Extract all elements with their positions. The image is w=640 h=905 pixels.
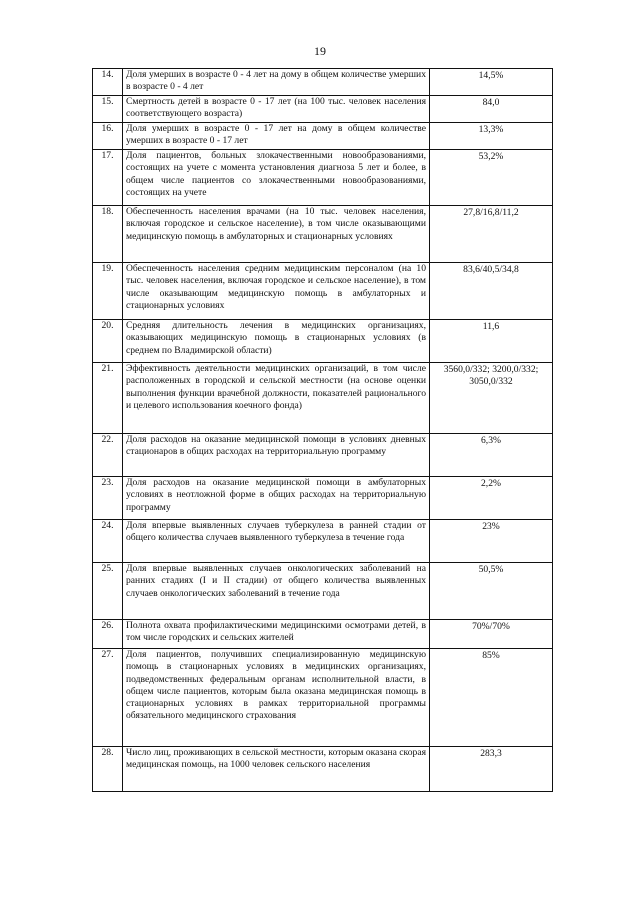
- indicator-value: 283,3: [430, 747, 553, 792]
- table-row: [93, 69, 553, 96]
- indicator-value: 2,2%: [430, 477, 553, 520]
- indicator-value: 50,5%: [430, 563, 553, 620]
- row-number: 18.: [93, 206, 123, 263]
- indicator-value: 84,0: [430, 96, 553, 123]
- indicator-value: 85%: [430, 649, 553, 747]
- row-number: 28.: [93, 747, 123, 792]
- indicator-text: Эффективность деятельности медицинских организаций, в том числе расположенных в городской и сельской местности (на основе оценки выполнения функции врачебной должности, показателей рационального и целевого использования коечного фонда): [123, 363, 430, 434]
- table-row: [93, 206, 553, 263]
- indicator-value: 70%/70%: [430, 620, 553, 649]
- indicators-table: [92, 68, 553, 792]
- indicator-text: Смертность детей в возрасте 0 - 17 лет (на 100 тыс. человек населения соответствующего возраста): [123, 96, 430, 123]
- indicator-text: Доля впервые выявленных случаев онкологических заболеваний на ранних стадиях (I и II стадии) от общего количества выявленных случаев онкологических заболеваний в течение года: [123, 563, 430, 620]
- table-row: [93, 263, 553, 320]
- indicator-text: Средняя длительность лечения в медицинских организациях, оказывающих медицинскую помощь в стационарных условиях (в среднем по Владимирской области): [123, 320, 430, 363]
- indicator-text: Полнота охвата профилактическими медицинскими осмотрами детей, в том числе городских и сельских жителей: [123, 620, 430, 649]
- table-row: [93, 434, 553, 477]
- indicator-text: Доля впервые выявленных случаев туберкулеза в ранней стадии от общего количества случаев выявленного туберкулеза в течение года: [123, 520, 430, 563]
- table-row: [93, 747, 553, 792]
- row-number: 15.: [93, 96, 123, 123]
- row-number: 21.: [93, 363, 123, 434]
- table-row: [93, 320, 553, 363]
- indicator-text: Доля умерших в возрасте 0 - 4 лет на дому в общем количестве умерших в возрасте 0 - 4 лет: [123, 69, 430, 96]
- indicator-value: 23%: [430, 520, 553, 563]
- table-row: [93, 123, 553, 150]
- indicator-text: Обеспеченность населения средним медицинским персоналом (на 10 тыс. человек населения, включая городское и сельское население), в том числе оказывающим медицинскую помощь в амбулаторных и стационарных условиях: [123, 263, 430, 320]
- indicator-value: 6,3%: [430, 434, 553, 477]
- table-row: [93, 150, 553, 206]
- indicator-value: 3560,0/332; 3200,0/332; 3050,0/332: [430, 363, 553, 434]
- table-row: [93, 520, 553, 563]
- indicator-value: 53,2%: [430, 150, 553, 206]
- indicator-text: Доля расходов на оказание медицинской помощи в амбулаторных условиях в неотложной форме в общих расходах на территориальную программу: [123, 477, 430, 520]
- row-number: 16.: [93, 123, 123, 150]
- table-row: [93, 620, 553, 649]
- indicator-text: Доля пациентов, больных злокачественными новообразованиями, состоящих на учете с момента установления диагноза 5 лет и более, в общем числе пациентов со злокачественными новообразованиями, состоящих на учете: [123, 150, 430, 206]
- table-row: [93, 477, 553, 520]
- table-row: [93, 96, 553, 123]
- row-number: 24.: [93, 520, 123, 563]
- table-row: [93, 363, 553, 434]
- indicator-value: 27,8/16,8/11,2: [430, 206, 553, 263]
- indicator-text: Обеспеченность населения врачами (на 10 тыс. человек населения, включая городское и сельское население), в том числе оказывающими медицинскую помощь в амбулаторных и стационарных условиях: [123, 206, 430, 263]
- indicator-text: Доля расходов на оказание медицинской помощи в условиях дневных стационаров в общих расходах на территориальную программу: [123, 434, 430, 477]
- indicator-value: 14,5%: [430, 69, 553, 96]
- row-number: 17.: [93, 150, 123, 206]
- indicator-text: Доля пациентов, получивших специализированную медицинскую помощь в стационарных условиях в медицинских организациях, подведомственных федеральным органам исполнительной власти, в общем числе пациентов, которым была оказана медицинская помощь в стационарных условиях в рамках территориальной программы обязательного медицинского страхования: [123, 649, 430, 747]
- indicator-value: 11,6: [430, 320, 553, 363]
- indicator-value: 83,6/40,5/34,8: [430, 263, 553, 320]
- indicator-text: Число лиц, проживающих в сельской местности, которым оказана скорая медицинская помощь, на 1000 человек сельского населения: [123, 747, 430, 792]
- table-row: [93, 649, 553, 747]
- page-number: 19: [314, 44, 326, 58]
- row-number: 26.: [93, 620, 123, 649]
- table-row: [93, 563, 553, 620]
- row-number: 22.: [93, 434, 123, 477]
- row-number: 27.: [93, 649, 123, 747]
- indicator-text: Доля умерших в возрасте 0 - 17 лет на дому в общем количестве умерших в возрасте 0 - 17 лет: [123, 123, 430, 150]
- row-number: 14.: [93, 69, 123, 96]
- row-number: 25.: [93, 563, 123, 620]
- row-number: 20.: [93, 320, 123, 363]
- indicator-value: 13,3%: [430, 123, 553, 150]
- row-number: 19.: [93, 263, 123, 320]
- row-number: 23.: [93, 477, 123, 520]
